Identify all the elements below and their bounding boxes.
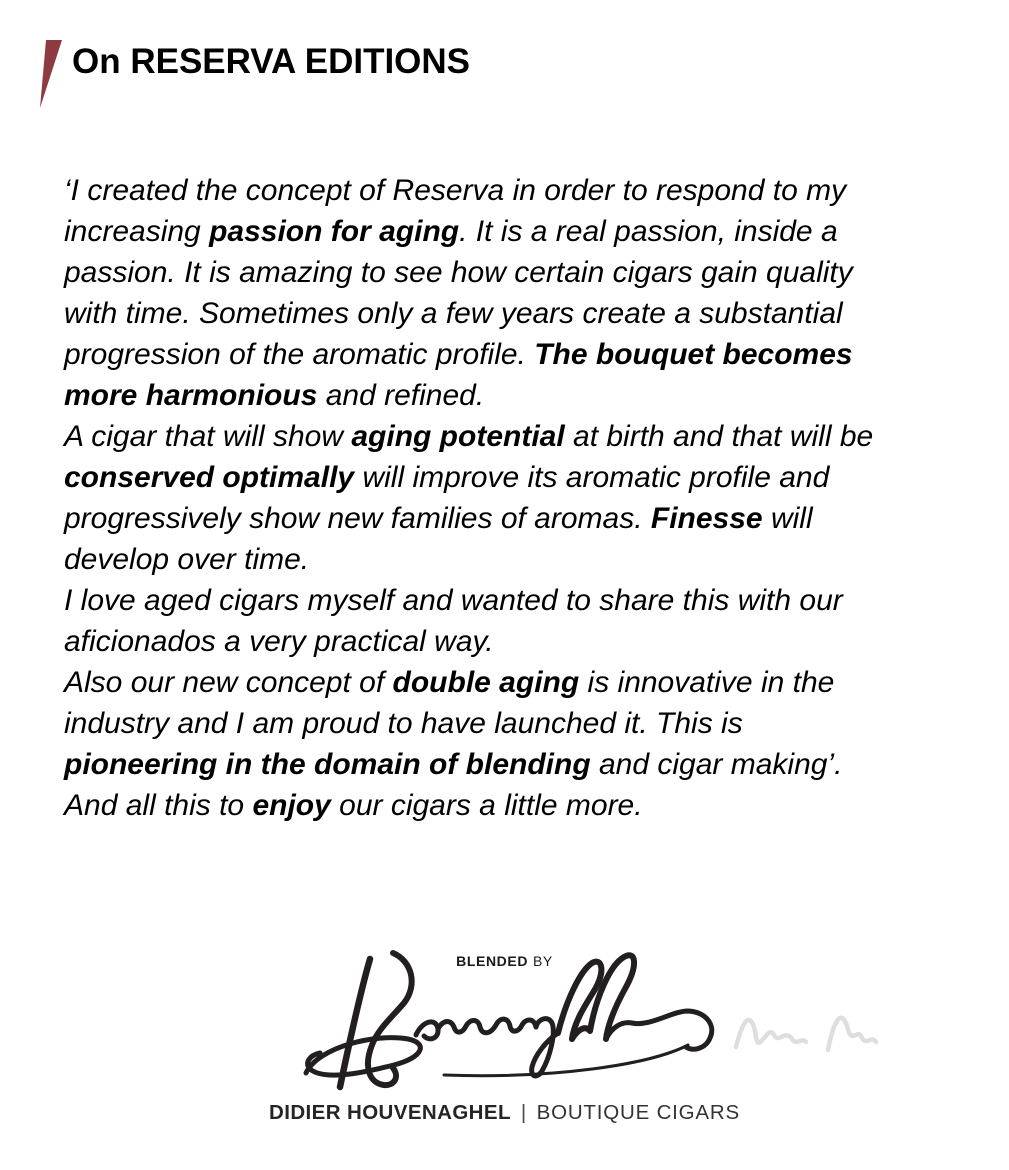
quote-line: And all this to enjoy our cigars a little more. [64, 789, 643, 822]
caption-name: DIDIER HOUVENAGHEL [269, 1101, 511, 1124]
quote-line: industry and I am proud to have launched it. This is [64, 707, 743, 740]
page-title: On RESERVA EDITIONS [72, 42, 471, 81]
quote-line: A cigar that will show aging potential at birth and that will be [64, 420, 874, 453]
quote-line: progression of the aromatic profile. The bouquet becomes [64, 338, 853, 371]
accent-wedge-icon [38, 40, 64, 110]
ghost-signature-marks [728, 995, 888, 1070]
signature-caption [0, 1101, 1009, 1125]
quote-line: passion. It is amazing to see how certain cigars gain quality [64, 256, 853, 289]
houvenaghel-signature [290, 935, 730, 1095]
caption-brand: BOUTIQUE CIGARS [536, 1101, 740, 1124]
caption-separator-icon: | [520, 1101, 527, 1124]
quote-line: progressively show new families of aromas. Finesse will [64, 502, 813, 535]
quote-line: increasing passion for aging. It is a real passion, inside a [64, 215, 838, 248]
blended-by-bold: BLENDED [456, 953, 529, 969]
quote-line: pioneering in the domain of blending and cigar making’. [64, 748, 843, 781]
title-row [38, 40, 470, 110]
quote-line: aficionados a very practical way. [64, 625, 494, 658]
quote-text [64, 170, 994, 826]
quote-line: with time. Sometimes only a few years create a substantial [64, 297, 843, 330]
quote-line: develop over time. [64, 543, 310, 576]
quote-line: more harmonious and refined. [64, 379, 485, 412]
quote-line: I love aged cigars myself and wanted to share this with our [64, 584, 843, 617]
quote-line: Also our new concept of double aging is innovative in the [64, 666, 835, 699]
quote-line: conserved optimally will improve its aromatic profile and [64, 461, 830, 494]
quote-line: ‘I created the concept of Reserva in order to respond to my [64, 174, 847, 207]
blended-by-rest: BY [532, 953, 553, 969]
